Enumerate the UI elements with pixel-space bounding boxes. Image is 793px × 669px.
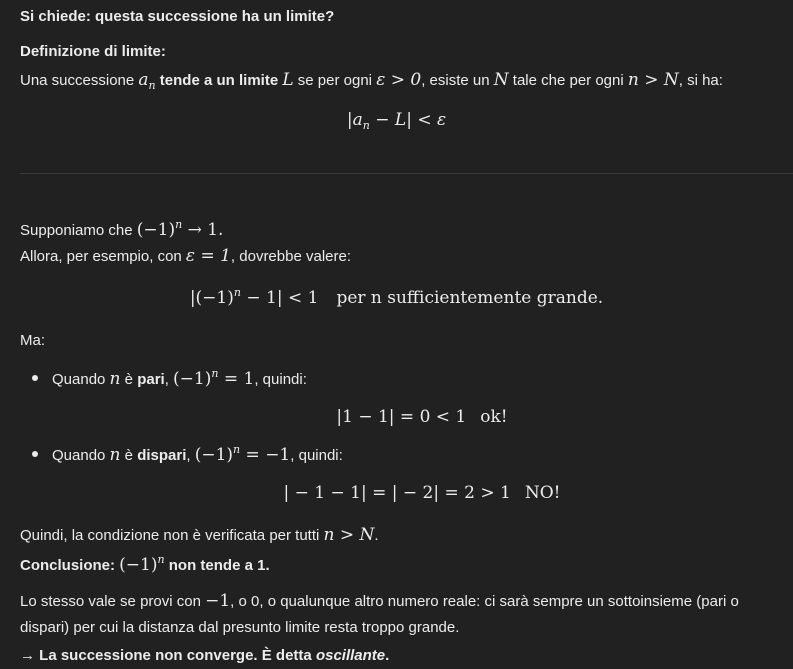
display-1-left: |(−1) [189,288,234,308]
bullet-2-prefix: Quando [52,447,110,464]
bullet-1-prefix: Quando [52,371,110,388]
bullet-2 [52,443,343,465]
intro-question-bold: ha un limite? [241,8,335,25]
bullet-1-display-math: |1 − 1| = 0 < 1 [336,407,467,427]
final-line [20,647,389,664]
therefore-line [20,525,379,545]
conclusion-text: non tende a 1. [164,557,270,574]
bullet-1-mid: è [120,371,138,388]
formula-right: − L| < ε [369,110,447,130]
bullet-1-n: n [109,369,121,389]
def-text-5: , si ha: [678,72,723,89]
formula-sub: n [362,119,370,132]
def-n-condition: n > N [627,70,679,90]
definition-heading: Definizione di limite: [20,43,166,60]
bullet-1-math-base: (−1) [173,369,212,389]
suppose-text: Supponiamo che [20,222,137,239]
bullet-1-math-rest: = 1 [218,369,255,389]
divider [20,173,793,174]
bullet-2-display [52,483,792,503]
def-text-bold: tende a un limite [155,72,283,89]
bullet-1-suffix: , quindi: [254,371,307,388]
therefore-text: Quindi, la condizione non è verificata per tutti [20,527,324,544]
same-line-2: dispari) per cui la distanza dal presunto limite resta troppo grande. [20,619,460,636]
bullet-2-comma: , [186,447,195,464]
therefore-end: . [374,527,379,544]
but-line: Ma: [20,332,46,349]
then-text-2: , dovrebbe valere: [230,248,351,265]
def-N: N [493,70,509,90]
bullet-dot-1 [32,375,38,381]
final-italic: oscillante [315,647,386,664]
def-text-1: Una successione [20,72,139,89]
def-text-4: tale che per ogni [508,72,628,89]
bullet-2-suffix: , quindi: [290,447,343,464]
bullet-dot-2 [32,451,38,457]
bullet-1-display [52,407,792,427]
definition-text [20,70,723,92]
bullet-2-bold: dispari [137,447,187,464]
bullet-1-verdict: ok! [480,407,508,427]
suppose-line [20,218,223,240]
conclusion-line [20,553,270,575]
final-bold: La successione non converge. È detta [39,647,316,664]
bullet-2-mid: è [120,447,138,464]
bullet-2-math-exp: n [233,443,241,456]
intro-question-prefix: Si chiede: questa successione [20,8,242,25]
display-1 [20,286,773,308]
bullet-2-math-rest: = −1 [240,445,291,465]
definition-formula [20,110,773,132]
therefore-math: n > N [323,525,375,545]
same-math: −1 [205,591,231,611]
bullet-1-math-exp: n [211,367,219,380]
conclusion-label: Conclusione: [20,557,120,574]
suppose-math-rest: → 1. [182,220,224,240]
def-L: L [282,70,294,90]
bullet-2-verdict: NO! [524,483,561,503]
suppose-math-exp: n [175,218,183,231]
conclusion-math-exp: n [157,553,165,566]
intro-question [20,8,334,25]
def-a: a [138,70,149,90]
def-n-sub: n [148,79,156,92]
display-1-exp: n [233,286,241,299]
suppose-math-base: (−1) [136,220,176,240]
bullet-2-display-math: | − 1 − 1| = | − 2| = 2 > 1 [283,483,511,503]
final-end: . [385,647,390,664]
then-math: ε = 1 [185,246,231,266]
def-text-2: se per ogni [293,72,377,89]
conclusion-math-base: (−1) [119,555,158,575]
display-1-text: per n sufficientemente grande. [336,288,604,308]
bullet-2-n: n [109,445,121,465]
formula-left: |a [346,110,363,130]
def-eps-condition: ε > 0 [376,70,422,90]
bullet-1-comma: , [164,371,174,388]
then-line [20,246,351,266]
bullet-1 [52,367,307,389]
display-1-right: − 1| < 1 [240,288,319,308]
bullet-1-bold: pari [137,371,165,388]
same-text-1: Lo stesso vale se provi con [20,593,206,610]
same-line-1 [20,591,739,611]
same-text-2: , o 0, o qualunque altro numero reale: ci sarà sempre un sottoinsieme (pari o [230,593,739,610]
final-arrow: → [20,647,40,664]
then-text-1: Allora, per esempio, con [20,248,186,265]
bullet-2-math-base: (−1) [194,445,234,465]
def-text-3: , esiste un [421,72,494,89]
